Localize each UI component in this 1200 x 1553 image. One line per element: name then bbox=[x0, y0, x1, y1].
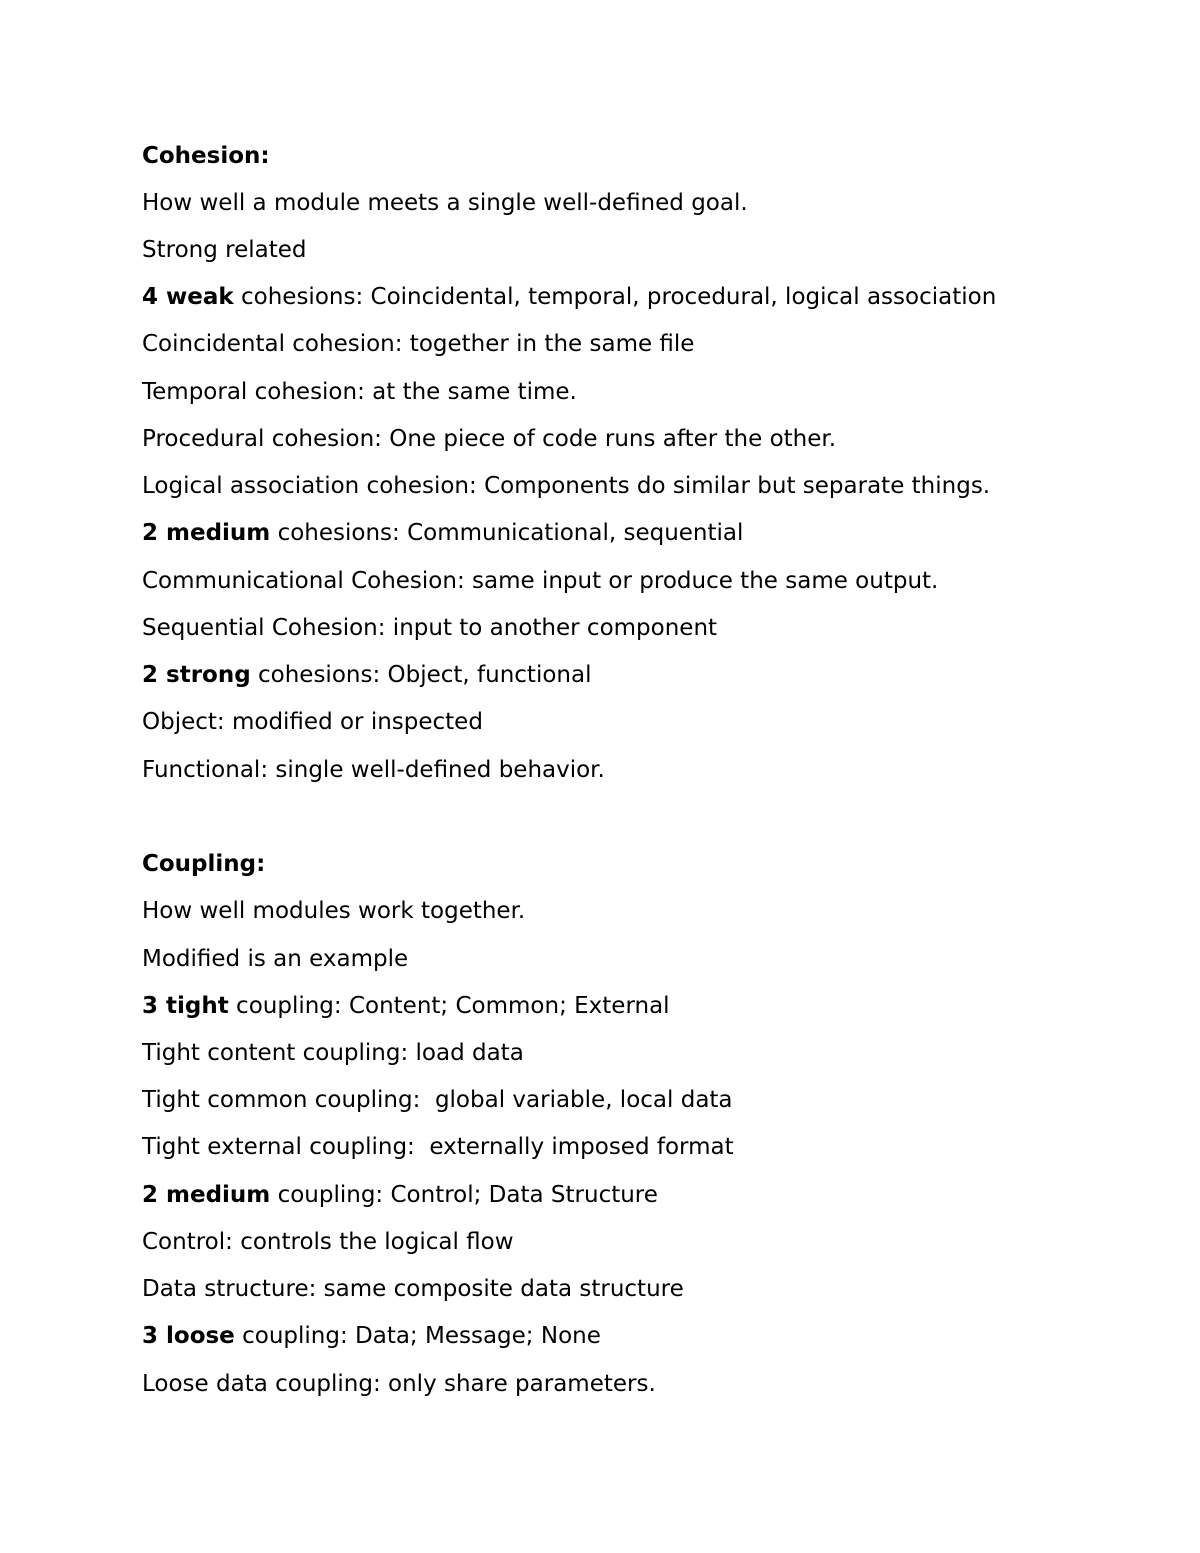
sequential-cohesion: Sequential Cohesion: input to another component bbox=[142, 615, 718, 641]
data-structure-coupling: Data structure: same composite data structure bbox=[142, 1276, 684, 1302]
cohesion-strong-line bbox=[142, 660, 591, 690]
cohesion-medium-label: 2 medium bbox=[142, 520, 271, 546]
coupling-note: Modified is an example bbox=[142, 946, 409, 972]
coupling-tight-label: 3 tight bbox=[142, 993, 229, 1019]
logical-cohesion: Logical association cohesion: Components do similar but separate things. bbox=[142, 473, 991, 499]
cohesion-note: Strong related bbox=[142, 237, 307, 263]
loose-data-coupling: Loose data coupling: only share parameters. bbox=[142, 1371, 656, 1397]
cohesion-strong-label: 2 strong bbox=[142, 662, 251, 688]
coupling-loose-label: 3 loose bbox=[142, 1323, 235, 1349]
coincidental-cohesion: Coincidental cohesion: together in the same file bbox=[142, 331, 695, 357]
cohesion-heading: Cohesion: bbox=[142, 143, 270, 169]
coupling-loose-text: coupling: Data; Message; None bbox=[234, 1323, 601, 1349]
tight-external-coupling: Tight external coupling: externally imposed format bbox=[142, 1134, 734, 1160]
communicational-cohesion: Communicational Cohesion: same input or produce the same output. bbox=[142, 568, 939, 594]
cohesion-medium-text: cohesions: Communicational, sequential bbox=[270, 520, 744, 546]
cohesion-definition: How well a module meets a single well-defined goal. bbox=[142, 190, 748, 216]
object-cohesion: Object: modified or inspected bbox=[142, 709, 483, 735]
coupling-definition: How well modules work together. bbox=[142, 898, 526, 924]
coupling-tight-line bbox=[142, 991, 670, 1021]
coupling-medium-line bbox=[142, 1180, 658, 1210]
functional-cohesion: Functional: single well-defined behavior. bbox=[142, 757, 605, 783]
cohesion-medium-line bbox=[142, 518, 743, 548]
coupling-heading: Coupling: bbox=[142, 851, 266, 877]
control-coupling: Control: controls the logical flow bbox=[142, 1229, 514, 1255]
coupling-medium-text: coupling: Control; Data Structure bbox=[270, 1182, 658, 1208]
procedural-cohesion: Procedural cohesion: One piece of code runs after the other. bbox=[142, 426, 837, 452]
cohesion-weak-text: cohesions: Coincidental, temporal, procedural, logical association bbox=[233, 284, 997, 310]
cohesion-strong-text: cohesions: Object, functional bbox=[250, 662, 592, 688]
cohesion-weak-label: 4 weak bbox=[142, 284, 234, 310]
coupling-loose-line bbox=[142, 1321, 601, 1351]
tight-content-coupling: Tight content coupling: load data bbox=[142, 1040, 524, 1066]
coupling-medium-label: 2 medium bbox=[142, 1182, 271, 1208]
temporal-cohesion: Temporal cohesion: at the same time. bbox=[142, 379, 577, 405]
coupling-tight-text: coupling: Content; Common; External bbox=[228, 993, 670, 1019]
tight-common-coupling: Tight common coupling: global variable, local data bbox=[142, 1087, 733, 1113]
cohesion-weak-line bbox=[142, 282, 996, 312]
